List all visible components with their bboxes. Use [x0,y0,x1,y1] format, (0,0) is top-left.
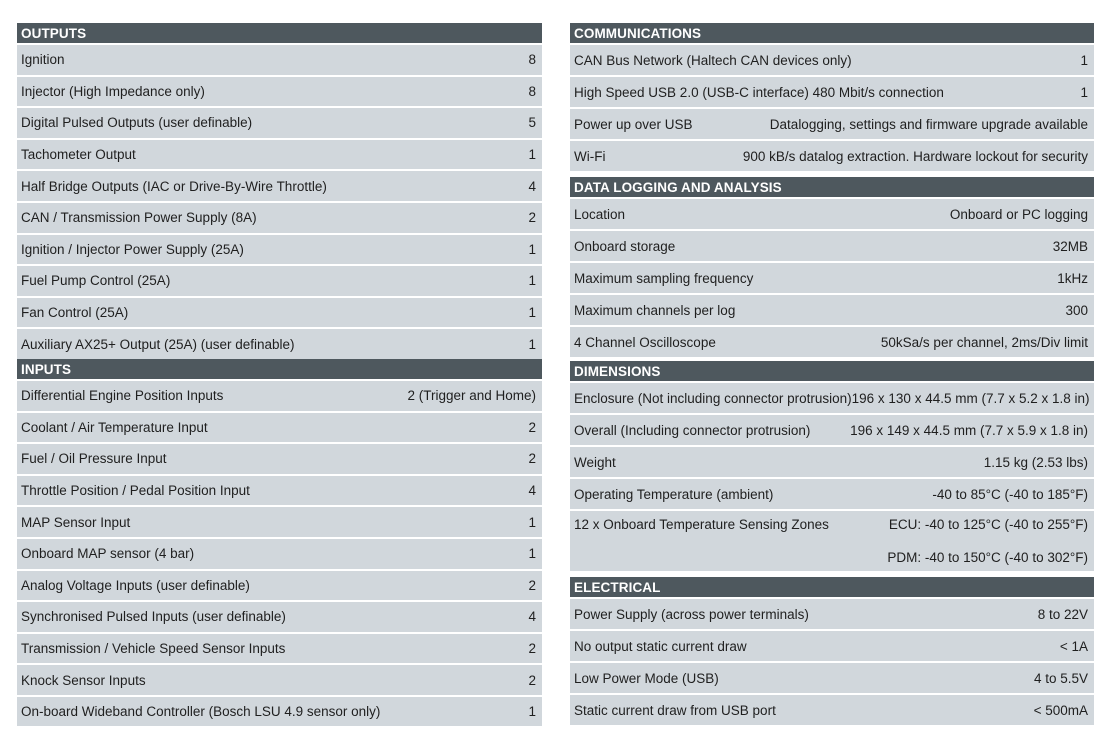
spec-row [17,233,542,265]
spec-label: CAN Bus Network (Haltech CAN devices only) [574,52,852,68]
spec-row [570,107,1094,139]
spec-row [570,693,1094,725]
spec-row [570,293,1094,325]
spec-label: Throttle Position / Pedal Position Input [21,483,250,499]
spec-value: 1 [1080,52,1088,68]
spec-row [570,43,1094,75]
spec-value: 8 [528,83,536,99]
spec-value: 900 kB/s datalog extraction. Hardware lockout for security [742,148,1088,164]
spec-label: 12 x Onboard Temperature Sensing Zones [574,517,829,532]
spec-row [17,411,542,443]
spec-row [17,505,542,537]
spec-value: 4 [528,609,536,625]
spec-row [570,629,1094,661]
spec-row [17,632,542,664]
spec-row [570,477,1094,509]
spec-value: 1.15 kg (2.53 lbs) [983,454,1088,470]
spec-label: Ignition [21,52,65,68]
spec-value: 32MB [1052,238,1088,254]
spec-row [570,75,1094,107]
left-column [17,23,542,726]
spec-value: 1 [528,305,536,321]
spec-value: 2 [528,640,536,656]
spec-value: 8 to 22V [1037,606,1088,622]
section-electrical [570,577,1094,725]
spec-value: 4 [528,483,536,499]
spec-label: Analog Voltage Inputs (user definable) [21,577,250,593]
spec-value: 4 to 5.5V [1033,670,1088,686]
spec-label: Wi-Fi [574,148,606,164]
spec-label: Fuel / Oil Pressure Input [21,451,167,467]
spec-label: Knock Sensor Inputs [21,672,146,688]
section-title-communications: COMMUNICATIONS [570,23,1094,43]
spec-label: Ignition / Injector Power Supply (25A) [21,241,244,257]
spec-row [570,445,1094,477]
spec-label: Synchronised Pulsed Inputs (user definable) [21,609,286,625]
spec-label: Transmission / Vehicle Speed Sensor Inputs [21,640,286,656]
spec-value: 300 [1065,302,1088,318]
spec-label: MAP Sensor Input [21,514,131,530]
spec-row [17,201,542,233]
spec-row [17,379,542,411]
spec-value: 8 [528,52,536,68]
spec-label: Half Bridge Outputs (IAC or Drive-By-Wire Throttle) [21,178,327,194]
section-title-outputs: OUTPUTS [17,23,542,43]
spec-row [570,413,1094,445]
spec-label: On-board Wideband Controller (Bosch LSU 4.9 sensor only) [21,704,381,720]
spec-value: 1 [1080,84,1088,100]
spec-label: No output static current draw [574,638,747,654]
spec-row [17,537,542,569]
spec-label: High Speed USB 2.0 (USB-C interface) 480 Mbit/s connection [574,84,944,100]
spec-value: 2 [528,451,536,467]
spec-label: Location [574,206,626,222]
spec-value: PDM: -40 to 150°C (-40 to 302°F) [887,550,1088,565]
section-title-inputs: INPUTS [17,359,542,379]
spec-label: Fan Control (25A) [21,305,129,321]
spec-row [17,569,542,601]
right-column [570,23,1094,725]
spec-label: Tachometer Output [21,147,136,163]
spec-row [570,229,1094,261]
spec-row [17,264,542,296]
spec-value: 1 [528,546,536,562]
spec-value: ECU: -40 to 125°C (-40 to 255°F) [888,517,1088,532]
spec-label: Enclosure (Not including connector protrusion) [574,390,852,406]
spec-value: -40 to 85°C (-40 to 185°F) [932,486,1088,502]
spec-row [17,600,542,632]
spec-label: Digital Pulsed Outputs (user definable) [21,115,253,131]
spec-value: 4 [528,178,536,194]
spec-row [17,169,542,201]
spec-row [570,381,1094,413]
spec-row [570,139,1094,171]
spec-row [17,474,542,506]
spec-value: 1kHz [1057,270,1088,286]
spec-label: Onboard storage [574,238,676,254]
spec-label: Low Power Mode (USB) [574,670,719,686]
spec-row [17,327,542,359]
spec-value: 5 [528,115,536,131]
spec-label: CAN / Transmission Power Supply (8A) [21,210,257,226]
spec-row [17,75,542,107]
spec-value: 1 [528,704,536,720]
spec-value: 1 [528,273,536,289]
spec-value: 196 x 149 x 44.5 mm (7.7 x 5.9 x 1.8 in) [850,422,1088,438]
spec-label: Operating Temperature (ambient) [574,486,774,502]
spec-label: Overall (Including connector protrusion) [574,422,811,438]
spec-value: 2 [528,672,536,688]
spec-value: Onboard or PC logging [949,206,1088,222]
spec-value: < 1A [1059,638,1088,654]
spec-row [17,296,542,328]
spec-row [17,138,542,170]
spec-value: 1 [528,147,536,163]
spec-label: Coolant / Air Temperature Input [21,419,208,435]
section-dimensions [570,361,1094,571]
section-title-data-logging: DATA LOGGING AND ANALYSIS [570,177,1094,197]
spec-label: Maximum sampling frequency [574,270,754,286]
spec-label: Power up over USB [574,116,693,132]
spec-label: 4 Channel Oscilloscope [574,334,716,350]
spec-value: 196 x 130 x 44.5 mm (7.7 x 5.2 x 1.8 in) [851,390,1090,406]
section-outputs [17,23,542,359]
section-title-electrical: ELECTRICAL [570,577,1094,597]
spec-label: Onboard MAP sensor (4 bar) [21,546,195,562]
spec-value: 1 [528,514,536,530]
section-title-dimensions: DIMENSIONS [570,361,1094,381]
spec-row [570,509,1094,571]
spec-label: Power Supply (across power terminals) [574,606,809,622]
section-inputs [17,359,542,727]
spec-row [570,661,1094,693]
spec-value: 2 (Trigger and Home) [407,388,536,404]
spec-value: Datalogging, settings and firmware upgrade available [769,116,1088,132]
spec-value: 2 [528,210,536,226]
spec-label: Auxiliary AX25+ Output (25A) (user definable) [21,336,295,352]
spec-label: Fuel Pump Control (25A) [21,273,171,289]
spec-row [17,43,542,75]
spec-label: Weight [574,454,616,470]
spec-value: < 500mA [1033,702,1088,718]
section-communications [570,23,1094,171]
spec-row [570,197,1094,229]
spec-row [17,106,542,138]
spec-row [570,261,1094,293]
spec-value: 2 [528,419,536,435]
spec-row [17,442,542,474]
spec-value: 2 [528,577,536,593]
spec-values [887,517,1088,565]
spec-value: 1 [528,241,536,257]
spec-row [570,325,1094,357]
spec-row [570,597,1094,629]
spec-row [17,663,542,695]
spec-label: Maximum channels per log [574,302,736,318]
spec-label: Differential Engine Position Inputs [21,388,224,404]
spec-label: Static current draw from USB port [574,702,776,718]
spec-label: Injector (High Impedance only) [21,83,205,99]
spec-row [17,695,542,727]
spec-value: 1 [528,336,536,352]
section-data-logging [570,177,1094,357]
spec-value: 50kSa/s per channel, 2ms/Div limit [880,334,1088,350]
